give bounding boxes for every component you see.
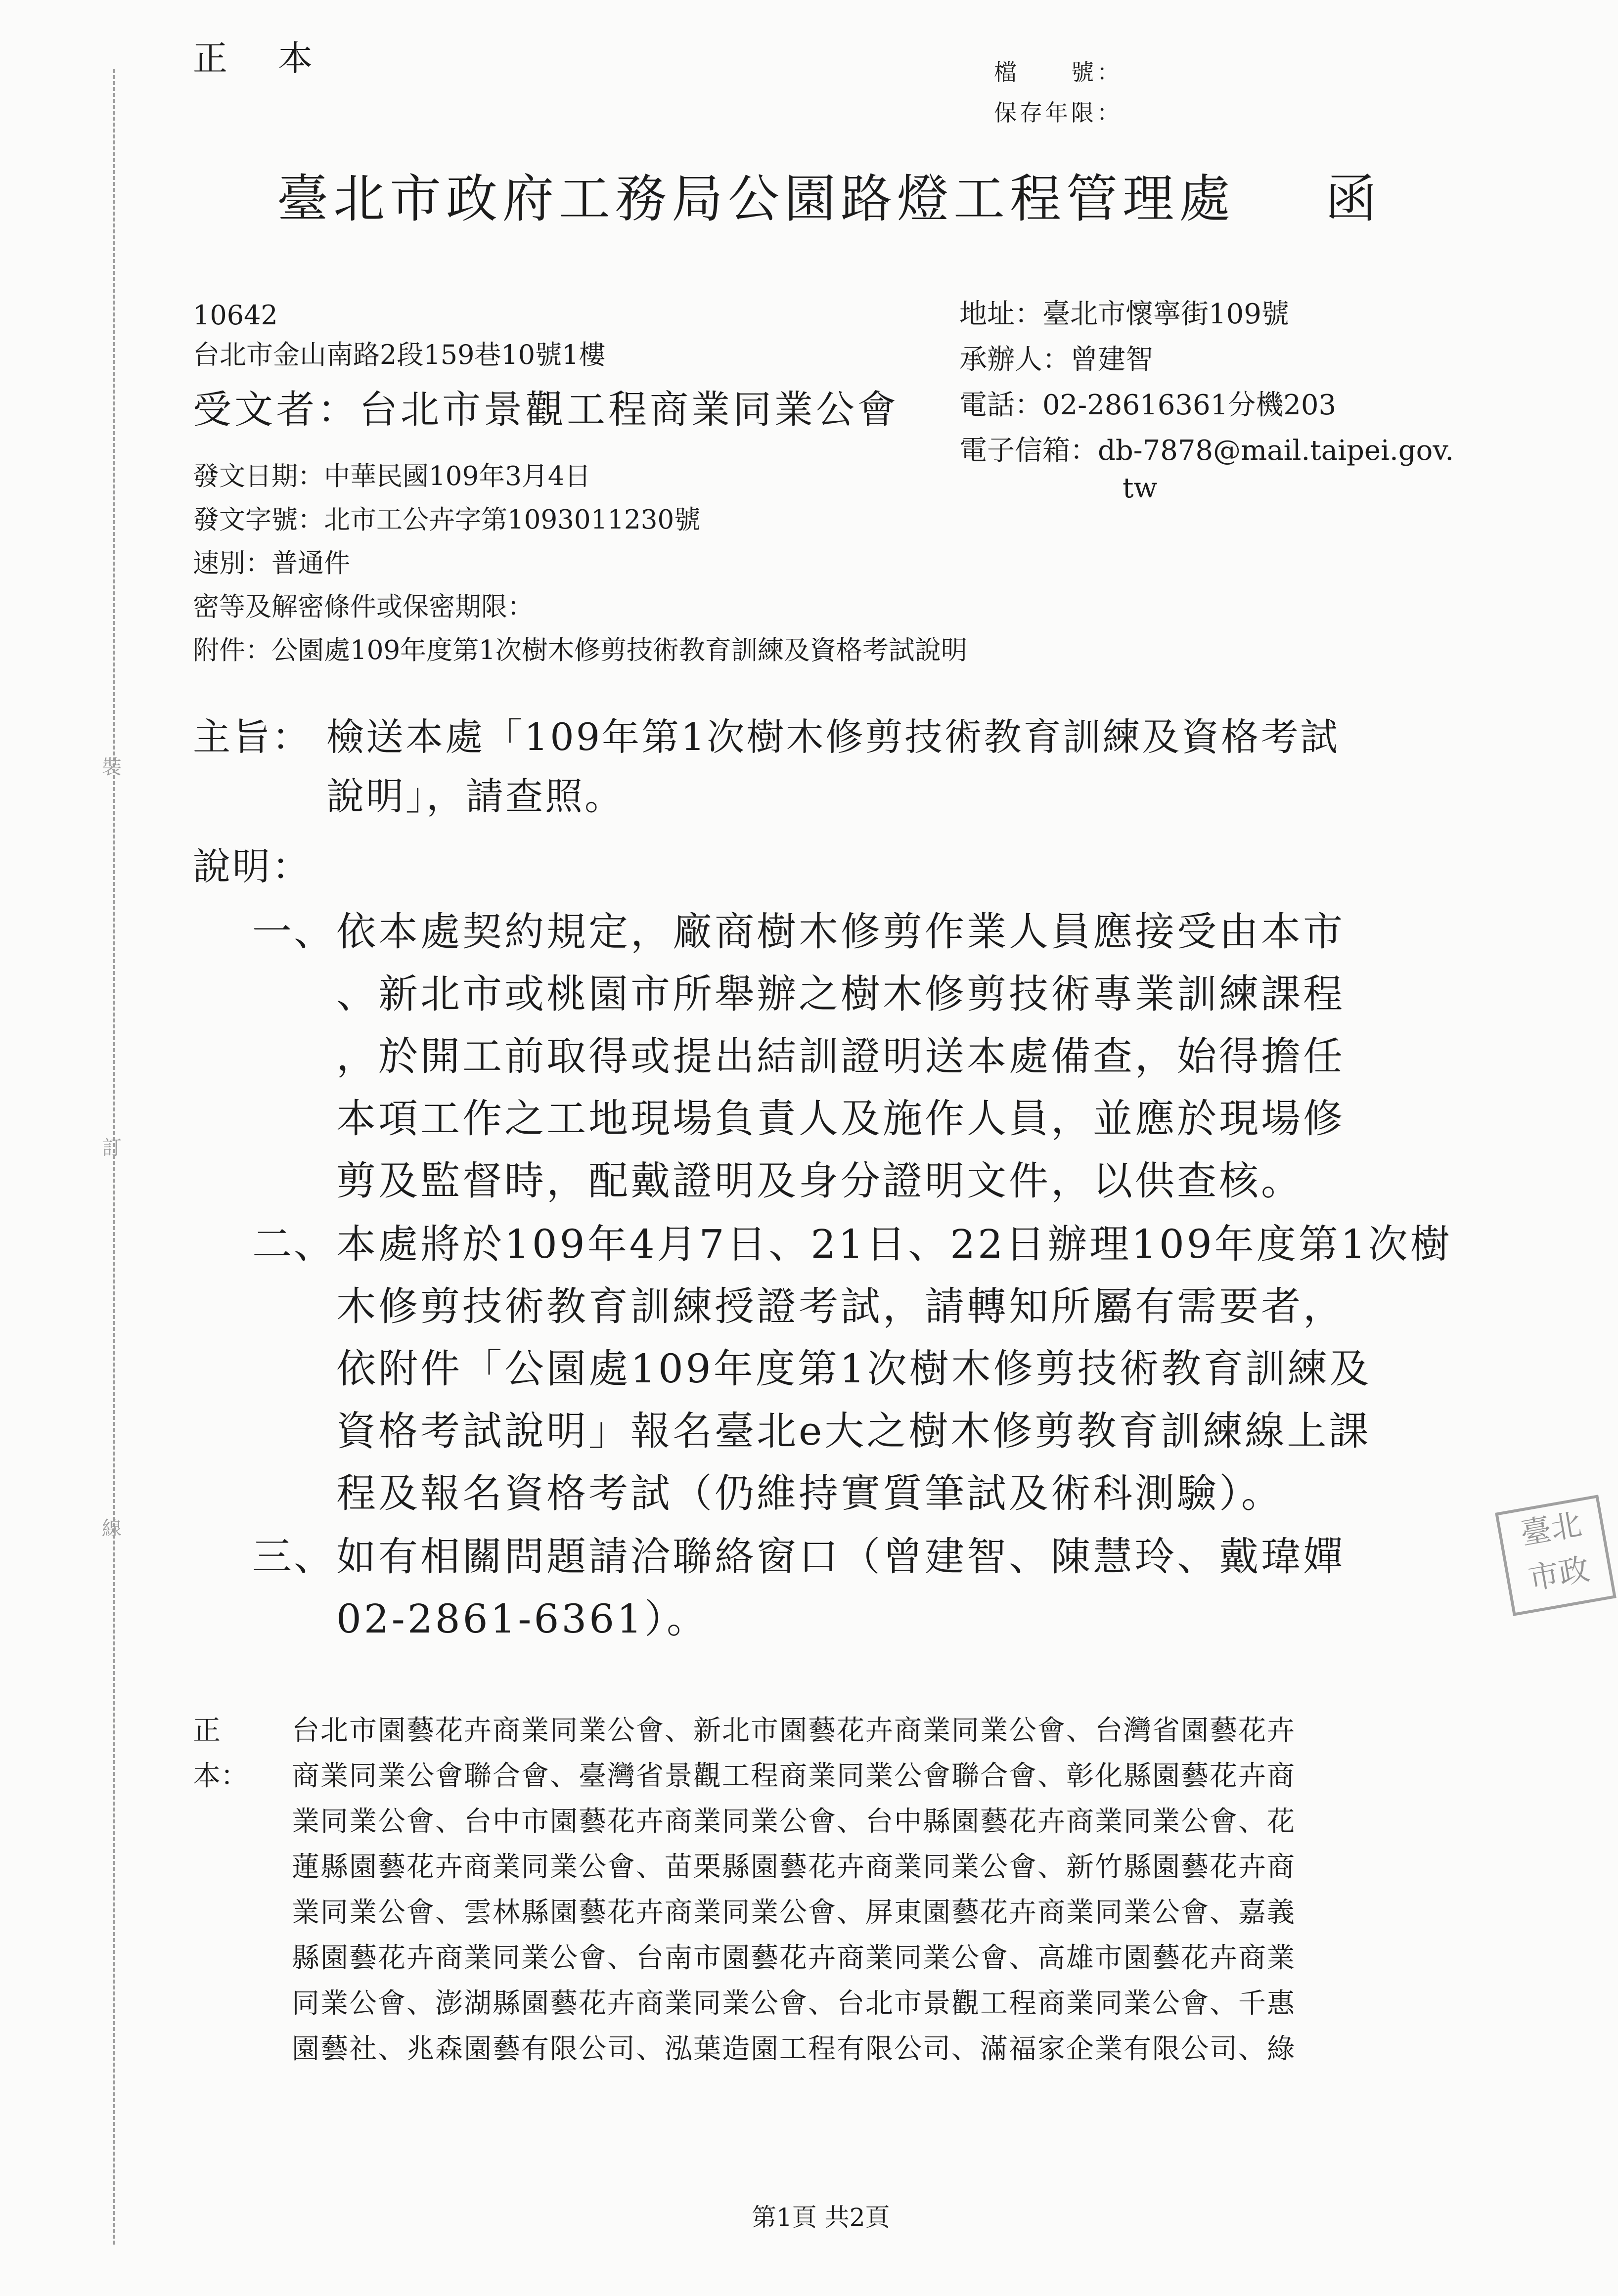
contact-email-cont: tw <box>1123 472 1158 504</box>
cc-line: 台北市園藝花卉商業同業公會、新北市園藝花卉商業同業公會、台灣省園藝花卉 <box>292 1715 1296 1747</box>
binding-mark-ding: 訂 <box>102 1137 122 1159</box>
item-line: ，於開工前取得或提出結訓證明送本處備查，始得擔任 <box>336 1033 1345 1079</box>
item-line: 、新北市或桃園市所舉辦之樹木修剪技術專業訓練課程 <box>336 971 1345 1017</box>
retention-period-label: 保存年限： <box>994 99 1123 126</box>
item-line: 木修剪技術教育訓練授證考試，請轉知所屬有需要者， <box>336 1283 1345 1329</box>
cc-label: 正本： <box>193 1715 248 1792</box>
cc-line: 縣園藝花卉商業同業公會、台南市園藝花卉商業同業公會、高雄市園藝花卉商業 <box>292 1942 1296 1974</box>
seal-stamp: 臺北 市政 <box>1495 1495 1617 1616</box>
classification: 密等及解密條件或保密期限： <box>193 592 534 622</box>
priority: 速別：普通件 <box>193 548 350 578</box>
item-line: 依附件「公園處109年度第1次樹木修剪技術教育訓練及 <box>336 1346 1372 1392</box>
contact-address: 地址：臺北市懷寧街109號 <box>959 298 1289 330</box>
cc-line: 同業公會、澎湖縣園藝花卉商業同業公會、台北市景觀工程商業同業公會、千惠 <box>292 1987 1296 2020</box>
copy-type-label: 正 本 <box>193 38 333 79</box>
item-number: 二、 <box>252 1221 335 1267</box>
item-line: 資格考試說明」報名臺北e大之樹木修剪教育訓練線上課 <box>336 1408 1371 1454</box>
recipient-address: 台北市金山南路2段159巷10號1樓 <box>193 339 606 370</box>
item-number: 三、 <box>252 1534 335 1580</box>
subject-section <box>193 707 1488 818</box>
cc-line: 園藝社、兆森園藝有限公司、泓葉造園工程有限公司、滿福家企業有限公司、綠 <box>292 2033 1296 2065</box>
item-line: 依本處契約規定，廠商樹木修剪作業人員應接受由本市 <box>336 909 1345 955</box>
cc-line: 蓮縣園藝花卉商業同業公會、苗栗縣園藝花卉商業同業公會、新竹縣園藝花卉商 <box>292 1851 1296 1883</box>
archive-number-label: 檔 號： <box>994 59 1123 86</box>
issue-date: 發文日期：中華民國109年3月4日 <box>193 461 591 491</box>
postal-code: 10642 <box>193 300 278 331</box>
contact-block <box>959 292 1454 503</box>
item-line: 本處將於109年4月7日、21日、22日辦理109年度第1次樹 <box>336 1221 1452 1267</box>
binding-mark-xian: 線 <box>102 1517 122 1540</box>
document-type: 函 <box>1325 169 1377 229</box>
subject-line-2: 說明」，請查照。 <box>326 774 624 818</box>
item-line: 程及報名資格考試（仍維持實質筆試及術科測驗）。 <box>336 1470 1283 1516</box>
cc-line: 業同業公會、台中市園藝花卉商業同業公會、台中縣園藝花卉商業同業公會、花 <box>292 1806 1296 1838</box>
item-line: 剪及監督時，配戴證明及身分證明文件，以供查核。 <box>336 1158 1303 1204</box>
item-number: 一、 <box>252 909 335 955</box>
subject-label: 主旨： <box>193 715 312 759</box>
agency-title: 臺北市政府工務局公園路燈工程管理處 <box>277 169 1236 229</box>
document-meta <box>193 455 967 672</box>
item-line: 02-2861-6361）。 <box>336 1596 709 1642</box>
item-line: 如有相關問題請洽聯絡窗口（曾建智、陳慧玲、戴瑋嬋 <box>336 1534 1345 1580</box>
binding-mark-zhuang: 裝 <box>102 756 122 779</box>
contact-phone: 電話：02-28616361分機203 <box>959 389 1337 421</box>
subject-line-1: 檢送本處「109年第1次樹木修剪技術教育訓練及資格考試 <box>326 715 1340 759</box>
issue-number: 發文字號：北市工公卉字第1093011230號 <box>193 505 701 535</box>
contact-officer: 承辦人：曾建智 <box>959 344 1153 376</box>
page-number: 第1頁 共2頁 <box>752 2203 890 2232</box>
explanation-label: 說明： <box>193 844 312 888</box>
cc-line: 商業同業公會聯合會、臺灣省景觀工程商業同業公會聯合會、彰化縣園藝花卉商 <box>292 1760 1296 1792</box>
letter-body <box>193 707 1488 1642</box>
item-line: 本項工作之工地現場負責人及施作人員，並應於現場修 <box>336 1096 1345 1142</box>
cc-line: 業同業公會、雲林縣園藝花卉商業同業公會、屏東園藝花卉商業同業公會、嘉義 <box>292 1897 1296 1929</box>
contact-email: 電子信箱：db-7878@mail.taipei.gov. <box>959 435 1454 467</box>
recipient-name: 受文者：台北市景觀工程商業同業公會 <box>193 388 899 432</box>
recipient-address-block <box>193 296 606 375</box>
attachment: 附件：公園處109年度第1次樹木修剪技術教育訓練及資格考試說明 <box>193 635 967 665</box>
